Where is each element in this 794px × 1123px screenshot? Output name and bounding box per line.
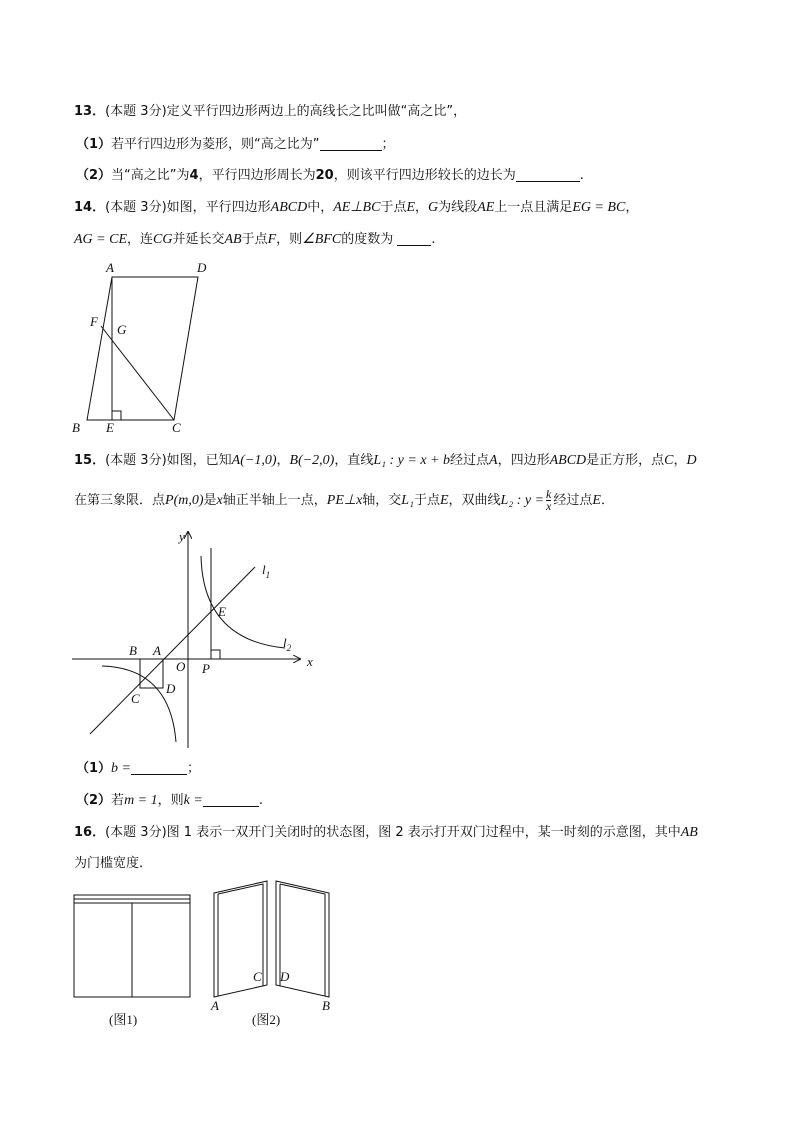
- label-p: P: [202, 661, 210, 676]
- q14-stem-line2: AG = CE，连CG并延长交AB于点F，则∠BFC的度数为 .: [74, 232, 436, 247]
- label-d: D: [166, 681, 176, 696]
- label-d: D: [280, 969, 290, 984]
- label-g: G: [117, 322, 127, 337]
- figure-1-caption: (图1): [109, 1012, 138, 1027]
- label-e: E: [218, 604, 226, 619]
- label-d: D: [197, 260, 207, 275]
- q13-number: 13．: [74, 104, 106, 119]
- q16-stem-line2: 为门槛宽度．: [74, 856, 153, 871]
- label-c: C: [253, 969, 262, 984]
- fraction-k-over-x: $\frac{k}{x}$: [546, 487, 552, 513]
- q16-number: 16．: [74, 825, 106, 840]
- label-a: A: [106, 260, 114, 275]
- q15-part1: （1）b = ；: [76, 761, 201, 776]
- q14-stem-line1: 14．(本题 3分)如图，平行四边形ABCD中，AE⊥BC于点E，G为线段AE上一点且满足EG = BC，: [74, 200, 639, 215]
- label-l2: $l_2$: [283, 635, 292, 653]
- q15-score: (本题 3分): [105, 453, 167, 468]
- label-e: E: [106, 420, 114, 435]
- label-c: C: [172, 420, 181, 435]
- label-y: y: [179, 529, 185, 544]
- q13-part2: （2）当“高之比”为4，平行四边形周长为20，则该平行四边形较长的边长为 .: [76, 168, 584, 183]
- label-f: F: [90, 314, 98, 329]
- label-o: O: [176, 659, 186, 674]
- q14-score: (本题 3分): [105, 200, 167, 215]
- label-b: B: [129, 643, 137, 658]
- label-a: A: [211, 998, 219, 1013]
- label-b: B: [322, 998, 330, 1013]
- label-x: x: [307, 654, 313, 669]
- label-b: B: [72, 420, 80, 435]
- q15-stem-line1: 15．(本题 3分)如图，已知A(−1,0)，B(−2,0)，直线L₁ : y = x + b经过点A，四边形ABCD是正方形，点C，D: [74, 453, 697, 468]
- q15-part2: （2）若m = 1，则k = .: [76, 793, 263, 808]
- q14-number: 14．: [74, 200, 106, 215]
- label-a: A: [153, 643, 161, 658]
- q13-part1: （1）若平行四边形为菱形，则“高之比为” ；: [76, 137, 395, 152]
- q16-stem-line1: 16．(本题 3分)图 1 表示一双开门关闭时的状态图，图 2 表示打开双门过程中，某一时刻的示意图，其中AB: [74, 825, 698, 840]
- figure-2-caption: (图2): [252, 1012, 281, 1027]
- q16-score: (本题 3分): [105, 825, 167, 840]
- q13-stem-text: 定义平行四边形两边上的高线长之比叫做“高之比”，: [166, 104, 467, 119]
- q15-number: 15．: [74, 453, 106, 468]
- q13-score: (本题 3分): [105, 104, 167, 119]
- label-l1: $l_1$: [262, 562, 271, 580]
- q15-stem-line2: 在第三象限．点P(m,0)是x轴正半轴上一点，PE⊥x轴，交L₁于点E，双曲线L₂ : y = $\frac{k}{x}$ 经过点E．: [74, 487, 614, 513]
- label-c: C: [131, 691, 140, 706]
